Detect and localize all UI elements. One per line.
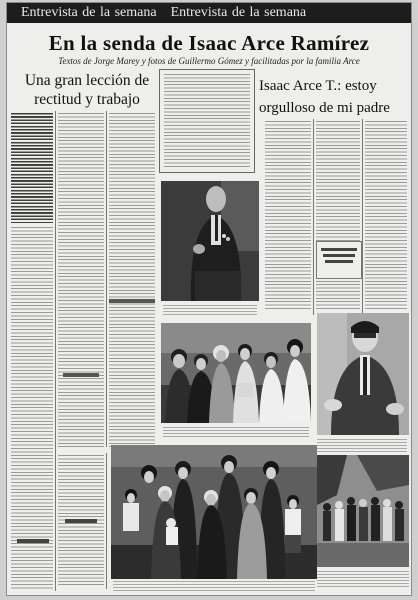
photo-caption-4: [113, 581, 315, 591]
lead-paragraph: [11, 113, 53, 223]
photo-family-sofa: [161, 323, 311, 423]
headline: En la senda de Isaac Arce Ramírez: [48, 31, 370, 55]
photo-outdoor-group: [317, 455, 409, 567]
left-subheadline: Una gran lección de rectitud y trabajo: [24, 72, 150, 108]
pull-quote: [316, 241, 362, 279]
section-banner: [7, 3, 411, 23]
photo-caption-1: [163, 305, 257, 317]
column-subhead-3: [17, 539, 49, 543]
photo-caption-3: [317, 439, 407, 453]
photo-caption-5: [317, 571, 409, 589]
column-subhead-4: [65, 519, 97, 523]
column-subhead-2: [63, 373, 99, 377]
text-column-3: [109, 113, 155, 449]
intro-box: [159, 69, 255, 173]
text-column-6: [316, 121, 360, 311]
outdoor-group-illustration: [317, 455, 409, 567]
photo-caption-2: [163, 427, 309, 437]
speaker-illustration: [317, 313, 409, 435]
newspaper-page: [6, 2, 412, 596]
family-group-illustration: [111, 445, 317, 579]
text-column-5: [265, 121, 311, 311]
byline: Textos de Jorge Marey y fotos de Guillermo Gómez y facilitadas por la familia Arce: [58, 56, 360, 66]
banner-text-2: Entrevista de la semana: [170, 5, 307, 20]
right-subheadline: Isaac Arce T.: estoy orgulloso de mi padre: [259, 78, 390, 116]
text-column-1: [11, 227, 53, 589]
photo-family-group: [111, 445, 317, 579]
column-subhead-1: [109, 299, 155, 303]
family-sofa-illustration: [161, 323, 311, 423]
photo-isaac-arce-ramirez: [161, 181, 259, 301]
text-column-2: [58, 113, 104, 449]
portrait-illustration: [161, 181, 259, 301]
text-column-7: [365, 121, 407, 311]
banner-text-1: Entrevista de la semana: [21, 5, 157, 20]
photo-isaac-arce-t: [317, 313, 409, 435]
